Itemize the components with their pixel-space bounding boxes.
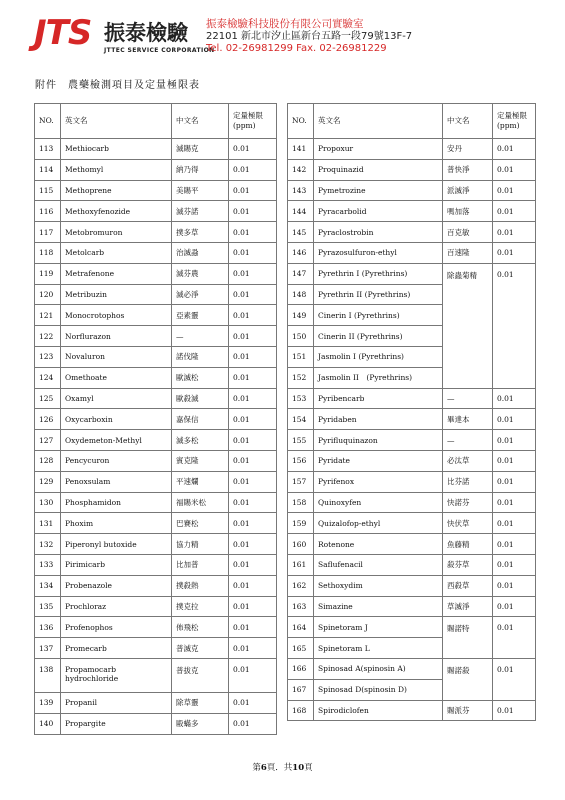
cell-no: 160 <box>288 534 314 555</box>
cell-english: Pirimicarb <box>61 554 172 575</box>
cell-chinese: 除蟲菊精 <box>443 263 493 388</box>
table-row <box>35 713 277 734</box>
cell-no: 119 <box>35 263 61 284</box>
footer-prefix: 第 <box>252 763 261 773</box>
cell-chinese: 比芬諾 <box>443 471 493 492</box>
cell-chinese: 佈飛松 <box>172 617 229 638</box>
table-row <box>35 139 277 160</box>
cell-english: Methoprene <box>61 180 172 201</box>
cell-limit: 0.01 <box>229 658 277 692</box>
table-row <box>35 430 277 451</box>
cell-limit: 0.01 <box>493 159 536 180</box>
cell-no: 149 <box>288 305 314 326</box>
cell-no: 147 <box>288 263 314 284</box>
table-row <box>288 159 536 180</box>
cell-no: 139 <box>35 692 61 713</box>
cell-limit: 0.01 <box>229 409 277 430</box>
cell-no: 136 <box>35 617 61 638</box>
cell-english: Methiocarb <box>61 139 172 160</box>
document-title: 附件 農藥檢測項目及定量極限表 <box>35 80 200 91</box>
letterhead <box>34 10 534 58</box>
cell-chinese: 賓克隆 <box>172 450 229 471</box>
cell-no: 122 <box>35 326 61 347</box>
cell-limit: 0.01 <box>493 263 536 388</box>
cell-no: 144 <box>288 201 314 222</box>
table-row <box>35 575 277 596</box>
table-row <box>35 326 277 347</box>
table-row <box>35 450 277 471</box>
cell-english: Promecarb <box>61 638 172 659</box>
table-row <box>35 159 277 180</box>
cell-english: Pyracarbolid <box>314 201 443 222</box>
table-row <box>35 617 277 638</box>
cell-english: Cinerin I (Pyrethrins) <box>314 305 443 326</box>
table-row <box>35 596 277 617</box>
cell-english: Spinetoram L <box>314 638 443 659</box>
cell-no: 128 <box>35 450 61 471</box>
cell-chinese: 殺芬草 <box>443 554 493 575</box>
cell-english: Omethoate <box>61 367 172 388</box>
cell-english: Metolcarb <box>61 242 172 263</box>
cell-english: Pyridate <box>314 450 443 471</box>
cell-limit: 0.01 <box>493 471 536 492</box>
cell-no: 114 <box>35 159 61 180</box>
cell-english: Pyribencarb <box>314 388 443 409</box>
cell-chinese: 撲殺熱 <box>172 575 229 596</box>
table-row <box>35 658 277 692</box>
cell-no: 134 <box>35 575 61 596</box>
cell-chinese: 必汰草 <box>443 450 493 471</box>
cell-english: Pyrifenox <box>314 471 443 492</box>
table-row <box>288 617 536 638</box>
pesticide-table-left <box>34 103 277 735</box>
cell-english: Metrafenone <box>61 263 172 284</box>
cell-english: Simazine <box>314 596 443 617</box>
cell-chinese: 普滅克 <box>172 638 229 659</box>
table-row <box>288 139 536 160</box>
cell-english: Oxycarboxin <box>61 409 172 430</box>
table-row <box>288 534 536 555</box>
cell-chinese: 比加普 <box>172 554 229 575</box>
cell-english: Spirodiclofen <box>314 700 443 721</box>
cell-limit: 0.01 <box>229 263 277 284</box>
cell-chinese: 滅多松 <box>172 430 229 451</box>
table-row <box>288 554 536 575</box>
cell-no: 166 <box>288 658 314 679</box>
footer-total-pages: 10 <box>292 763 305 773</box>
table-row <box>35 513 277 534</box>
cell-no: 165 <box>288 638 314 659</box>
cell-chinese: 毆蟎多 <box>172 713 229 734</box>
cell-no: 118 <box>35 242 61 263</box>
cell-no: 150 <box>288 326 314 347</box>
table-row <box>288 596 536 617</box>
cell-english: Propamocarb hydrochloride <box>61 658 172 692</box>
cell-no: 161 <box>288 554 314 575</box>
cell-chinese: 賜諾特 <box>443 617 493 659</box>
table-row <box>35 638 277 659</box>
footer-suffix: 頁 <box>304 763 313 773</box>
cell-english: Pyridaben <box>314 409 443 430</box>
cell-english: Pyraclostrobin <box>314 222 443 243</box>
cell-chinese: 撲多草 <box>172 222 229 243</box>
cell-no: 148 <box>288 284 314 305</box>
col-header-chinese: 中文名 <box>172 104 229 139</box>
cell-chinese: 賜諾殺 <box>443 658 493 700</box>
cell-chinese: 滅芬諾 <box>172 201 229 222</box>
cell-english: Pencycuron <box>61 450 172 471</box>
cell-no: 135 <box>35 596 61 617</box>
cell-english: Spinetoram J <box>314 617 443 638</box>
cell-limit: 0.01 <box>229 284 277 305</box>
cell-english: Oxamyl <box>61 388 172 409</box>
cell-limit: 0.01 <box>229 638 277 659</box>
cell-limit: 0.01 <box>493 513 536 534</box>
cell-chinese: 普拔克 <box>172 658 229 692</box>
cell-no: 152 <box>288 367 314 388</box>
cell-limit: 0.01 <box>229 159 277 180</box>
cell-chinese: 滅賜克 <box>172 139 229 160</box>
jts-logo-icon <box>34 10 215 58</box>
cell-chinese: 嗎加落 <box>443 201 493 222</box>
cell-no: 156 <box>288 450 314 471</box>
cell-limit: 0.01 <box>229 326 277 347</box>
cell-chinese: 魚藤精 <box>443 534 493 555</box>
table-row <box>288 388 536 409</box>
cell-limit: 0.01 <box>493 430 536 451</box>
table-row <box>35 367 277 388</box>
cell-english: Jasmolin II (Pyrethrins) <box>314 367 443 388</box>
cell-english: Propargite <box>61 713 172 734</box>
table-row <box>288 575 536 596</box>
cell-chinese: 西殺草 <box>443 575 493 596</box>
cell-no: 145 <box>288 222 314 243</box>
cell-english: Jasmolin I (Pyrethrins) <box>314 346 443 367</box>
cell-english: Saflufenacil <box>314 554 443 575</box>
cell-limit: 0.01 <box>229 222 277 243</box>
cell-no: 142 <box>288 159 314 180</box>
logo-letters: JTS <box>34 13 92 53</box>
cell-limit: 0.01 <box>493 617 536 659</box>
cell-no: 153 <box>288 388 314 409</box>
company-contact <box>206 43 412 56</box>
cell-limit: 0.01 <box>229 554 277 575</box>
cell-no: 130 <box>35 492 61 513</box>
cell-english: Piperonyl butoxide <box>61 534 172 555</box>
cell-chinese: 草滅淨 <box>443 596 493 617</box>
cell-chinese: 普快淨 <box>443 159 493 180</box>
cell-no: 140 <box>35 713 61 734</box>
cell-no: 137 <box>35 638 61 659</box>
cell-limit: 0.01 <box>493 242 536 263</box>
cell-english: Pyrethrin I (Pyrethrins) <box>314 263 443 284</box>
cell-english: Novaluron <box>61 346 172 367</box>
cell-chinese: 派滅淨 <box>443 180 493 201</box>
cell-no: 143 <box>288 180 314 201</box>
cell-no: 158 <box>288 492 314 513</box>
cell-chinese: 美賜平 <box>172 180 229 201</box>
cell-chinese: — <box>172 326 229 347</box>
cell-no: 127 <box>35 430 61 451</box>
cell-chinese: 歐殺滅 <box>172 388 229 409</box>
cell-limit: 0.01 <box>229 692 277 713</box>
cell-chinese: 滅必淨 <box>172 284 229 305</box>
table-row <box>288 658 536 679</box>
cell-limit: 0.01 <box>493 388 536 409</box>
cell-no: 155 <box>288 430 314 451</box>
table-header-row <box>288 104 536 139</box>
table-row <box>35 388 277 409</box>
cell-limit: 0.01 <box>493 554 536 575</box>
cell-english: Pymetrozine <box>314 180 443 201</box>
cell-chinese: 滅芬農 <box>172 263 229 284</box>
cell-chinese: — <box>443 430 493 451</box>
cell-chinese: 安丹 <box>443 139 493 160</box>
cell-chinese: 嘉保信 <box>172 409 229 430</box>
cell-limit: 0.01 <box>229 139 277 160</box>
company-info <box>206 18 412 56</box>
table-row <box>288 222 536 243</box>
cell-english: Propanil <box>61 692 172 713</box>
table-row <box>35 263 277 284</box>
table-row <box>35 471 277 492</box>
cell-no: 115 <box>35 180 61 201</box>
cell-english: Phosphamidon <box>61 492 172 513</box>
cell-limit: 0.01 <box>493 492 536 513</box>
table-row <box>288 471 536 492</box>
page-footer <box>0 761 565 773</box>
cell-limit: 0.01 <box>229 388 277 409</box>
cell-chinese: 賜派芬 <box>443 700 493 721</box>
table-row <box>35 284 277 305</box>
cell-english: Rotenone <box>314 534 443 555</box>
table-row <box>35 409 277 430</box>
cell-limit: 0.01 <box>493 575 536 596</box>
cell-english: Monocrotophos <box>61 305 172 326</box>
cell-no: 133 <box>35 554 61 575</box>
cell-chinese: 快伏草 <box>443 513 493 534</box>
footer-mid: 頁．共 <box>266 763 293 773</box>
cell-limit: 0.01 <box>493 658 536 700</box>
cell-chinese: 歐滅松 <box>172 367 229 388</box>
cell-english: Metobromuron <box>61 222 172 243</box>
table-row <box>35 346 277 367</box>
cell-no: 131 <box>35 513 61 534</box>
cell-chinese: 諾伐隆 <box>172 346 229 367</box>
cell-english: Penoxsulam <box>61 471 172 492</box>
cell-english: Probenazole <box>61 575 172 596</box>
cell-limit: 0.01 <box>229 201 277 222</box>
cell-limit: 0.01 <box>229 575 277 596</box>
col-header-limit: 定量極限(ppm) <box>229 104 277 139</box>
table-row <box>35 305 277 326</box>
company-full-name: 振泰檢驗科技股份有限公司實驗室 <box>206 18 364 30</box>
table-row <box>288 180 536 201</box>
cell-chinese: 協力精 <box>172 534 229 555</box>
table-row <box>288 263 536 284</box>
cell-chinese: 亞素靈 <box>172 305 229 326</box>
cell-no: 157 <box>288 471 314 492</box>
cell-no: 132 <box>35 534 61 555</box>
cell-no: 117 <box>35 222 61 243</box>
cell-chinese: 百速隆 <box>443 242 493 263</box>
cell-limit: 0.01 <box>493 201 536 222</box>
cell-limit: 0.01 <box>229 513 277 534</box>
pesticide-table-right <box>287 103 536 721</box>
cell-limit: 0.01 <box>229 450 277 471</box>
table-row <box>288 450 536 471</box>
cell-chinese: — <box>443 388 493 409</box>
cell-no: 129 <box>35 471 61 492</box>
cell-limit: 0.01 <box>229 534 277 555</box>
table-row <box>35 554 277 575</box>
cell-chinese: 巴賽松 <box>172 513 229 534</box>
cell-no: 120 <box>35 284 61 305</box>
cell-limit: 0.01 <box>229 180 277 201</box>
cell-chinese: 撲克拉 <box>172 596 229 617</box>
col-header-chinese: 中文名 <box>443 104 493 139</box>
cell-no: 151 <box>288 346 314 367</box>
cell-limit: 0.01 <box>493 409 536 430</box>
cell-limit: 0.01 <box>229 617 277 638</box>
cell-no: 146 <box>288 242 314 263</box>
cell-no: 124 <box>35 367 61 388</box>
cell-limit: 0.01 <box>229 346 277 367</box>
cell-english: Sethoxydim <box>314 575 443 596</box>
cell-no: 167 <box>288 679 314 700</box>
cell-limit: 0.01 <box>229 596 277 617</box>
cell-limit: 0.01 <box>229 430 277 451</box>
cell-limit: 0.01 <box>229 471 277 492</box>
cell-limit: 0.01 <box>229 367 277 388</box>
cell-no: 138 <box>35 658 61 692</box>
cell-no: 125 <box>35 388 61 409</box>
cell-english: Metribuzin <box>61 284 172 305</box>
logo-company-cn: 振泰檢驗 <box>104 21 188 45</box>
cell-english: Pyrethrin II (Pyrethrins) <box>314 284 443 305</box>
cell-english: Profenophos <box>61 617 172 638</box>
cell-no: 113 <box>35 139 61 160</box>
cell-no: 126 <box>35 409 61 430</box>
cell-english: Methomyl <box>61 159 172 180</box>
cell-limit: 0.01 <box>229 242 277 263</box>
cell-limit: 0.01 <box>493 700 536 721</box>
cell-limit: 0.01 <box>493 534 536 555</box>
cell-limit: 0.01 <box>493 139 536 160</box>
table-row <box>288 201 536 222</box>
cell-english: Pyrazosulfuron-ethyl <box>314 242 443 263</box>
table-row <box>288 700 536 721</box>
cell-limit: 0.01 <box>229 305 277 326</box>
col-header-no: NO. <box>35 104 61 139</box>
col-header-english: 英文名 <box>314 104 443 139</box>
cell-no: 123 <box>35 346 61 367</box>
company-tel: Tel. 02-26981299 <box>206 43 293 54</box>
col-header-english: 英文名 <box>61 104 172 139</box>
cell-chinese: 除草靈 <box>172 692 229 713</box>
cell-no: 168 <box>288 700 314 721</box>
table-row <box>35 180 277 201</box>
cell-no: 116 <box>35 201 61 222</box>
cell-english: Spinosad D(spinosin D) <box>314 679 443 700</box>
cell-limit: 0.01 <box>493 222 536 243</box>
table-row <box>35 201 277 222</box>
table-header-row <box>35 104 277 139</box>
cell-limit: 0.01 <box>493 596 536 617</box>
cell-limit: 0.01 <box>229 713 277 734</box>
cell-english: Quizalofop-ethyl <box>314 513 443 534</box>
cell-english: Methoxyfenozide <box>61 201 172 222</box>
col-header-limit: 定量極限(ppm) <box>493 104 536 139</box>
cell-english: Spinosad A(spinosin A) <box>314 658 443 679</box>
cell-chinese: 納乃得 <box>172 159 229 180</box>
table-row <box>288 513 536 534</box>
cell-no: 163 <box>288 596 314 617</box>
cell-english: Propoxur <box>314 139 443 160</box>
cell-chinese: 畢達本 <box>443 409 493 430</box>
cell-no: 159 <box>288 513 314 534</box>
cell-no: 121 <box>35 305 61 326</box>
cell-english: Oxydemeton-Methyl <box>61 430 172 451</box>
cell-no: 141 <box>288 139 314 160</box>
cell-limit: 0.01 <box>493 180 536 201</box>
logo-company-en: JTTEC SERVICE CORPORATION <box>104 47 215 54</box>
cell-english: Cinerin II (Pyrethrins) <box>314 326 443 347</box>
cell-english: Proquinazid <box>314 159 443 180</box>
cell-chinese: 快諾芬 <box>443 492 493 513</box>
table-row <box>35 692 277 713</box>
cell-english: Prochloraz <box>61 596 172 617</box>
table-row <box>288 409 536 430</box>
cell-english: Norflurazon <box>61 326 172 347</box>
table-row <box>288 430 536 451</box>
company-fax: Fax. 02-26981229 <box>296 43 387 54</box>
table-row <box>288 242 536 263</box>
table-row <box>35 534 277 555</box>
table-row <box>35 492 277 513</box>
table-row <box>35 222 277 243</box>
cell-chinese: 治滅蝨 <box>172 242 229 263</box>
cell-no: 162 <box>288 575 314 596</box>
cell-no: 164 <box>288 617 314 638</box>
cell-limit: 0.01 <box>229 492 277 513</box>
cell-english: Pyrifluquinazon <box>314 430 443 451</box>
cell-english: Phoxim <box>61 513 172 534</box>
cell-chinese: 福賜米松 <box>172 492 229 513</box>
col-header-no: NO. <box>288 104 314 139</box>
cell-no: 154 <box>288 409 314 430</box>
cell-chinese: 百克敏 <box>443 222 493 243</box>
table-row <box>288 492 536 513</box>
table-row <box>35 242 277 263</box>
cell-chinese: 平速爛 <box>172 471 229 492</box>
cell-limit: 0.01 <box>493 450 536 471</box>
cell-english: Quinoxyfen <box>314 492 443 513</box>
company-address: 22101 新北市汐止區新台五路一段79號13F-7 <box>206 30 413 42</box>
footer-page-number: 6 <box>260 763 267 773</box>
